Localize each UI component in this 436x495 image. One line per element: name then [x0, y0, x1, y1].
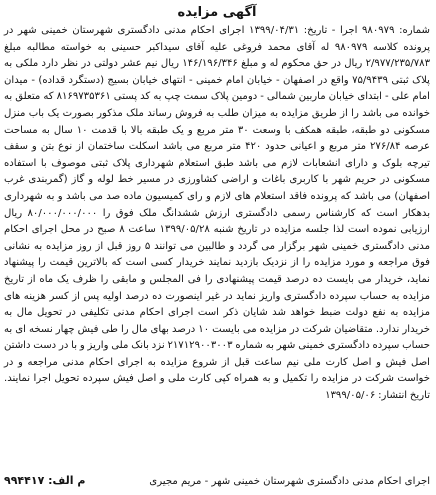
notice-body: شماره: ۹۸۰۹۷۹ اجرا - تاریخ: ۱۳۹۹/۰۴/۳۱ اجرای احکام مدنی دادگستری شهرستان خمینی شهر در پرونده کلاسه ۹۸۰۹۷۹ له آقای محمد فروغی علیه آقای سیداکبر حسینی به خواسته مطالبه مبلغ ۲/۹۷۷/۲۳۵/۷۸۳ ریال در حق محکوم له و مبلغ ۱۴۶/۱۹۶/۳۴۶ ریال نیم عشر دولتی در نظر دارد ملکی به پلاک ثبتی ۷۵/۹۴۳۹ واقع در اصفهان - خیابان امام خمینی - انتهای خیابان بسیج (دستگرد قداده) - میدان امام علی - ابتدای خیابان ماربین شمالی - دومین پلاک سمت چپ به کد پستی ۸۱۶۹۷۳۵۳۶۱ که متعلق به خوانده می باشد را از طریق مزایده به میزان طلب به فروش رساند ملک مذکور بصورت یک باب منزل مسکونی دو طبقه، طبقه همکف با وسعت ۳۰ متر مربع و یک طبقه بالا با قدمت ۱۰ سال به مساحت عرصه ۲۷۶/۸۴ متر مربع و اعیانی حدود ۴۲۰ متر مربع می باشد اسکلت ساختمان از نوع بتن و سقف تیرچه بلوک و دارای انشعابات لازم می باشد طبق استعلام شهرداری پلاک ثبتی موصوف با استفاده مسکونی در حریم شهر با کاربری باغات و اراضی کشاورزی در مسیر خط لوله و گاز (گمربندی غرب اصفهان) می باشد که پرونده فاقد استعلام های لازم و رای کمیسیون ماده صد می باشد و به شهرداری بدهکار است که کارشناس رسمی دادگستری ارزش ششدانگ ملک فوق را ۸۰/۰۰۰/۰۰۰/۰۰۰ ریال ارزیابی نموده است لذا جلسه مزایده در تاریخ شنبه ۱۳۹۹/۰۵/۲۸ ساعت ۸ صبح در محل اجرای احکام مدنی دادگستری خمینی شهر برگزار می گردد و طالبین می توانند ۵ روز قبل از روز مزایده به نشانی فوق مراجعه و مورد مزایده را از نزدیک بازدید نمایند خریدار کسی است که بالاترین قیمت را پیشنهاد نماید، خریدار می بایست ده درصد قیمت پیشنهادی را فی المجلس و مابقی را ظرف یک ماه از تاریخ مزایده به حساب سپرده دادگستری واریز نماید در غیر اینصورت ده درصد اولیه پس از کسر هزینه های مزایده به نفع دولت ضبط خواهد شد شایان ذکر است اجرای احکام مدنی تکلیفی در تحویل مال به خریدار ندارد. متقاضیان شرکت در مزایده می بایست ۱۰ درصد بهای مال را طی فیش چهار نسخه ای به حساب سپرده دادگستری خمینی شهر به شماره ۲۱۷۱۲۹۰۰۳۰۰۳ نزد بانک ملی واریز و با در دست داشتن اصل فیش و اصل کارت ملی نیم ساعت قبل از شروع مزایده به اجرای احکام مدنی مراجعه و در خواست شرکت در مزایده را تکمیل و به همراه کپی کارت ملی و اصل فیش سپرده تحویل اجرا نمایند. تاریخ انتشار: ۱۳۹۹/۰۵/۰۶ — [4, 25, 431, 402]
notice-code: م الف: ۹۹۴۴۱۷ — [4, 474, 86, 487]
notice-footer — [4, 473, 430, 489]
notice-title: آگهی مزایده — [177, 5, 257, 20]
footer-issuer: اجرای احکام مدنی دادگستری شهرستان خمینی شهر - مریم مجیری — [149, 476, 430, 487]
